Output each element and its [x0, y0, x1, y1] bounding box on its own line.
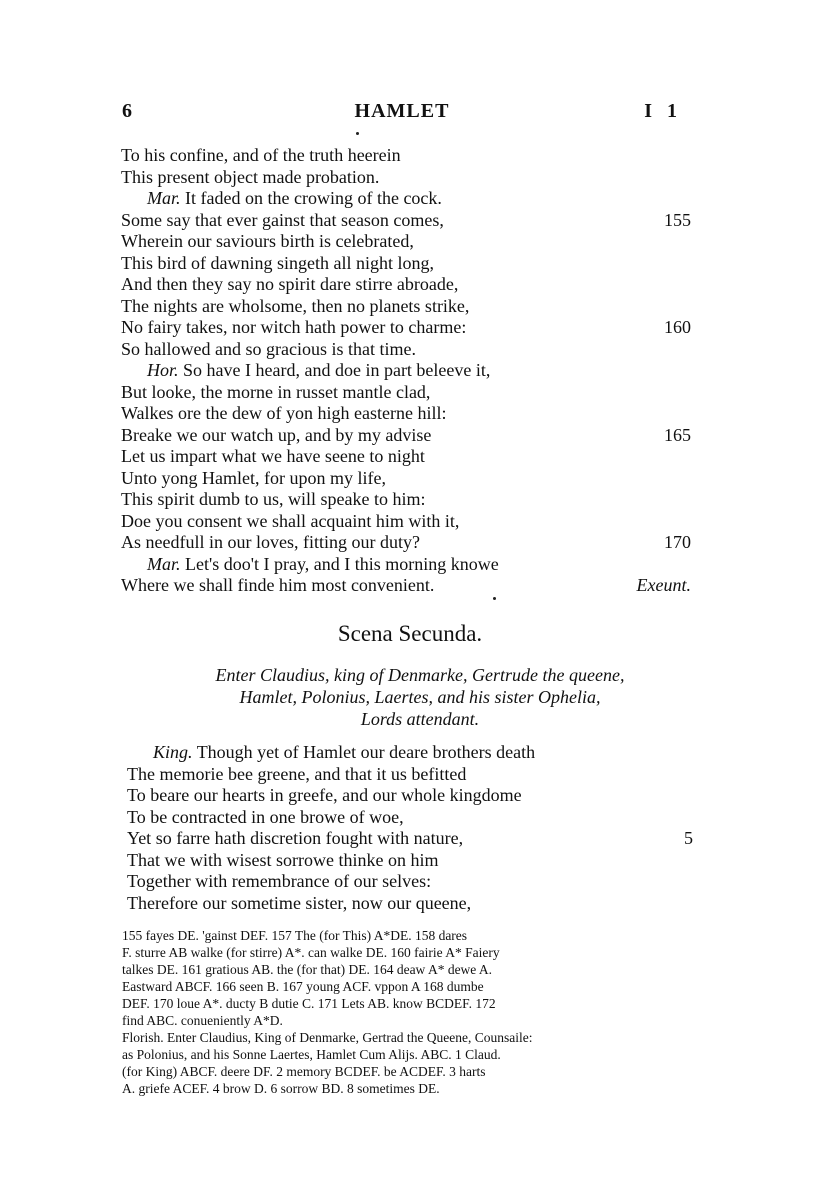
- speaker-name: Mar.: [147, 553, 181, 574]
- line-number: 165: [664, 424, 691, 445]
- exit-direction: Exeunt.: [636, 575, 691, 595]
- speech-text: Therefore our sometime sister, now our queene,: [127, 892, 472, 913]
- verse-line-text: [121, 554, 499, 576]
- footnote-line: F. sturre AB walke (for stirre) A*. can walke DE. 160 fairie A* Faiery: [122, 945, 500, 960]
- footnote-line: as Polonius, and his Sonne Laertes, Hamlet Cum Alijs. ABC. 1 Claud.: [122, 1047, 501, 1062]
- verse-block-scene-1: [121, 145, 691, 597]
- verse-line: [121, 554, 691, 576]
- verse-block-scene-2: [127, 742, 693, 914]
- verse-line: [121, 382, 691, 404]
- verse-line: [121, 511, 691, 533]
- speech-text: It faded on the crowing of the cock.: [180, 188, 442, 208]
- verse-line: [127, 893, 693, 915]
- speech-text: To be contracted in one browe of woe,: [127, 806, 404, 827]
- verse-line-text: [127, 764, 466, 786]
- verse-line-text: [121, 382, 430, 404]
- verse-line-text: [127, 785, 522, 807]
- stage-direction-line: Enter Claudius, king of Denmarke, Gertrude the queene,: [215, 665, 625, 685]
- verse-line: [121, 274, 691, 296]
- speech-text: And then they say no spirit dare stirre abroade,: [121, 274, 459, 294]
- speech-text: To beare our hearts in greefe, and our whole kingdome: [127, 785, 522, 805]
- verse-line: [127, 742, 693, 764]
- footnote-line: DEF. 170 loue A*. ducty B dutie C. 171 Lets AB. know BCDEF. 172: [122, 996, 496, 1011]
- verse-line-text: [121, 210, 444, 232]
- verse-line: [127, 785, 693, 807]
- footnote-line: talkes DE. 161 gratious AB. the (for that) DE. 164 deaw A* dewe A.: [122, 962, 493, 977]
- speech-text: To his confine, and of the truth heerein: [121, 145, 401, 165]
- footnote-line: 155 fayes DE. 'gainst DEF. 157 The (for This) A*DE. 158 dares: [122, 928, 468, 943]
- stage-direction: [150, 664, 690, 730]
- verse-line: [121, 339, 691, 361]
- verse-line-text: [121, 253, 434, 275]
- speaker-name: King.: [153, 742, 193, 762]
- line-number: 155: [664, 209, 691, 230]
- verse-line-text: [121, 317, 466, 339]
- speech-text: Let's doo't I pray, and I this morning knowe: [180, 553, 499, 574]
- verse-line-text: [121, 145, 401, 167]
- verse-line: [121, 360, 691, 382]
- verse-line: [121, 231, 691, 253]
- verse-line: [127, 764, 693, 786]
- verse-line-text: [121, 511, 459, 533]
- verse-line: [127, 871, 693, 893]
- speaker-name: Hor.: [147, 360, 179, 380]
- line-number: 170: [664, 532, 691, 552]
- verse-line-text: [121, 339, 416, 361]
- printer-mark: [356, 132, 359, 135]
- speech-text: Where we shall finde him most convenient.: [121, 575, 435, 595]
- verse-line-text: [121, 360, 490, 382]
- footnote-line: A. griefe ACEF. 4 brow D. 6 sorrow BD. 8 sometimes DE.: [122, 1081, 440, 1096]
- verse-line-text: [121, 188, 442, 210]
- speech-text: Walkes ore the dew of yon high easterne hill:: [121, 403, 447, 423]
- verse-line: [121, 317, 691, 339]
- verse-line: [127, 850, 693, 872]
- printer-mark: [493, 597, 496, 600]
- footnote-line: Eastward ABCF. 166 seen B. 167 young ACF. vppon A 168 dumbe: [122, 979, 484, 994]
- running-header: [122, 100, 682, 128]
- speech-text: This spirit dumb to us, will speake to him:: [121, 489, 426, 509]
- footnote-line: (for King) ABCF. deere DF. 2 memory BCDEF. be ACDEF. 3 harts: [122, 1064, 486, 1079]
- speech-text: Yet so farre hath discretion fought with nature,: [127, 828, 464, 848]
- speech-text: This present object made probation.: [121, 166, 380, 187]
- line-number: 5: [684, 828, 693, 848]
- speech-text: So hallowed and so gracious is that time.: [121, 338, 416, 359]
- verse-line: [121, 468, 691, 490]
- speech-text: Unto yong Hamlet, for upon my life,: [121, 467, 386, 488]
- speech-text: The memorie bee greene, and that it us befitted: [127, 763, 467, 784]
- verse-line-text: [127, 828, 463, 850]
- verse-line-text: [121, 532, 420, 554]
- verse-line: [121, 532, 691, 554]
- speech-text: That we with wisest sorrowe thinke on him: [127, 849, 439, 870]
- verse-line: [127, 828, 693, 850]
- speech-text: But looke, the morne in russet mantle clad,: [121, 381, 431, 402]
- verse-line-text: [121, 425, 431, 447]
- verse-line: [127, 807, 693, 829]
- act-scene-marker: I 1: [644, 100, 682, 122]
- speech-text: Together with remembrance of our selves:: [127, 871, 432, 891]
- verse-line: [121, 253, 691, 275]
- verse-line-text: [121, 167, 379, 189]
- textual-footnotes: [122, 927, 696, 1097]
- verse-line-text: [127, 871, 431, 893]
- verse-line-text: [121, 468, 386, 490]
- speech-text: No fairy takes, nor witch hath power to charme:: [121, 317, 467, 337]
- speech-text: Breake we our watch up, and by my advise: [121, 424, 432, 445]
- page-number: 6: [122, 100, 132, 122]
- speaker-name: Mar.: [147, 188, 181, 208]
- verse-line: [121, 210, 691, 232]
- speech-text: So have I heard, and doe in part beleeve it,: [178, 360, 491, 380]
- verse-line-text: [121, 296, 469, 318]
- verse-line-text: [121, 446, 425, 468]
- speech-text: Let us impart what we have seene to night: [121, 446, 425, 466]
- line-number: 160: [664, 317, 691, 337]
- verse-line: [121, 167, 691, 189]
- verse-line-text: [121, 489, 426, 511]
- speech-text: Some say that ever gainst that season comes,: [121, 209, 444, 230]
- speech-text: Wherein our saviours birth is celebrated,: [121, 231, 414, 251]
- verse-line-text: [121, 575, 434, 597]
- verse-line: [121, 145, 691, 167]
- speech-text: As needfull in our loves, fitting our duty?: [121, 532, 420, 552]
- verse-line-text: [127, 742, 535, 764]
- footnote-line: find ABC. conueniently A*D.: [122, 1013, 283, 1028]
- verse-line-text: [127, 893, 471, 915]
- verse-line: [121, 575, 691, 597]
- verse-line-text: [127, 850, 438, 872]
- speech-text: The nights are wholsome, then no planets strike,: [121, 295, 470, 316]
- verse-line-text: [127, 807, 404, 829]
- stage-direction-line: Hamlet, Polonius, Laertes, and his sister Ophelia,: [239, 687, 601, 707]
- verse-line: [121, 188, 691, 210]
- speech-text: Doe you consent we shall acquaint him with it,: [121, 510, 460, 531]
- verse-line-text: [121, 274, 458, 296]
- verse-line: [121, 425, 691, 447]
- verse-line-text: [121, 403, 446, 425]
- verse-line: [121, 403, 691, 425]
- running-title: HAMLET: [354, 100, 450, 122]
- verse-line: [121, 446, 691, 468]
- verse-line: [121, 296, 691, 318]
- footnote-line: Florish. Enter Claudius, King of Denmarke, Gertrad the Queene, Counsaile:: [122, 1030, 533, 1045]
- verse-line: [121, 489, 691, 511]
- scene-heading: Scena Secunda.: [337, 621, 483, 646]
- speech-text: This bird of dawning singeth all night long,: [121, 252, 434, 273]
- speech-text: Though yet of Hamlet our deare brothers death: [192, 742, 536, 762]
- stage-direction-line: Lords attendant.: [360, 709, 480, 729]
- verse-line-text: [121, 231, 414, 253]
